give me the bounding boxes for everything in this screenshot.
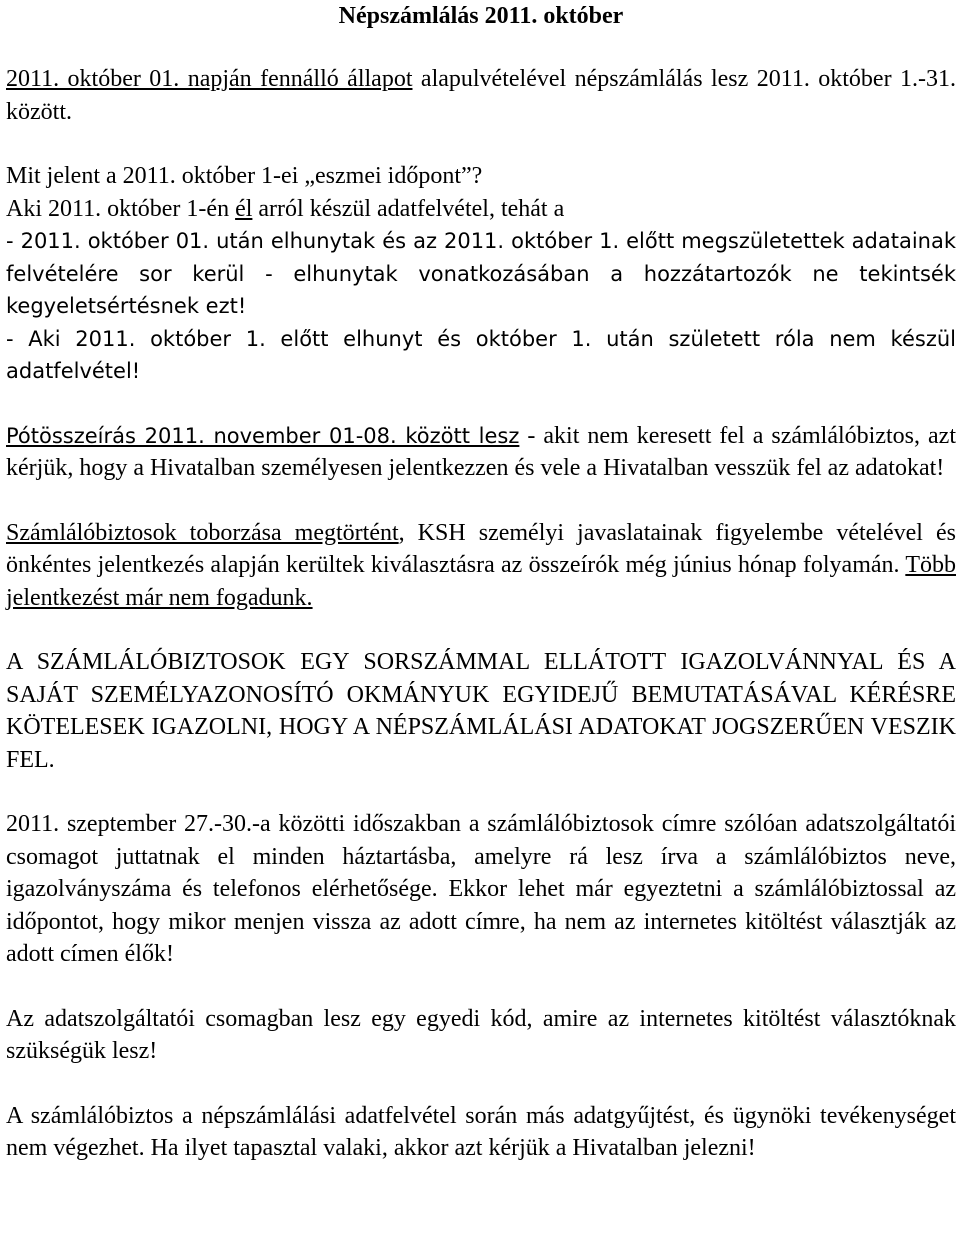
paragraph-census-date	[6, 63, 956, 128]
no-more-applications-underlined: Több jelentkezést már nem fogadunk.	[6, 552, 956, 611]
paragraph-no-other-activity: A számlálóbiztos a népszámlálási adatfelvétel során más adatgyűjtést, és ügynöki tevékenységet nem végezhet. Ha ilyet tapasztal valaki, akkor azt kérjük a Hivatalban jelezni!	[6, 1102, 956, 1161]
census-date-text: alapulvételével népszámlálás lesz 2011. október 1.-31. között.	[6, 66, 956, 125]
document-page	[6, 0, 956, 1165]
supplementary-census-text: - akit nem keresett fel a számlálóbiztos, azt kérjük, hogy a Hivatalban személyesen jelentkezzen és vele a Hivatalban vesszük fel az adatokat!	[6, 422, 956, 481]
supplementary-census-underlined: Pótösszeírás 2011. november 01-08. között lesz	[6, 423, 520, 448]
paragraph-package-delivery: 2011. szeptember 27.-30.-a közötti időszakban a számlálóbiztosok címre szólóan adatszolgáltatói csomagot juttatnak el minden háztartásba, amelyre rá lesz írva a számlálóbiztos neve, igazolványszáma és telefonos elérhetősége. Ekkor lehet már egyeztetni a számlálóbiztossal az időpontot, hogy mikor menjen vissza az adott címre, ha nem az internetes kitöltést választják az adott címen élők!	[6, 811, 956, 967]
who-counts-text-b: arról készül adatfelvétel, tehát a	[252, 195, 565, 222]
paragraph-enumerator-recruitment	[6, 517, 956, 615]
paragraph-unique-code: Az adatszolgáltatói csomagban lesz egy egyedi kód, amire az internetes kitöltést választóknak szükségük lesz!	[6, 1005, 956, 1064]
paragraph-deceased-born: - 2011. október 01. után elhunytak és az 2011. október 1. előtt megszületettek adatainak felvételére sor kerül - elhunytak vonatkozásában a hozzátartozók ne tekintsék kegyeletsértésnek ezt!	[6, 229, 956, 318]
who-counts-underlined: él	[235, 195, 253, 222]
paragraph-who-counts	[6, 193, 956, 226]
census-date-underlined: 2011. október 01. napján fennálló állapot	[6, 66, 413, 92]
who-counts-text-a: Aki 2011. október 1-én	[6, 195, 236, 222]
page-title: Népszámlálás 2011. október	[338, 3, 624, 29]
paragraph-supplementary-census	[6, 420, 956, 485]
paragraph-id-requirement: A SZÁMLÁLÓBIZTOSOK EGY SORSZÁMMAL ELLÁTOTT IGAZOLVÁNNYAL ÉS A SAJÁT SZEMÉLYAZONOSÍTÓ OKMÁNYUK EGYIDEJŰ BEMUTATÁSÁVAL KÉRÉSRE KÖTELESEK IGAZOLNI, HOGY A NÉPSZÁMLÁLÁSI ADATOKAT JOGSZERŰEN VESZIK FEL.	[6, 649, 956, 773]
paragraph-notional-time-question: Mit jelent a 2011. október 1-ei „eszmei időpont”?	[6, 163, 483, 189]
recruitment-text: , KSH személyi javaslatainak figyelembe vételével és önkéntes jelentkezés alapján kerültek kiválasztásra az összeírók még június hónap folyamán.	[6, 519, 956, 578]
recruitment-underlined: Számlálóbiztosok toborzása megtörtént	[6, 519, 399, 546]
paragraph-no-record: - Aki 2011. október 1. előtt elhunyt és október 1. után született róla nem készül adatfelvétel!	[6, 326, 956, 383]
